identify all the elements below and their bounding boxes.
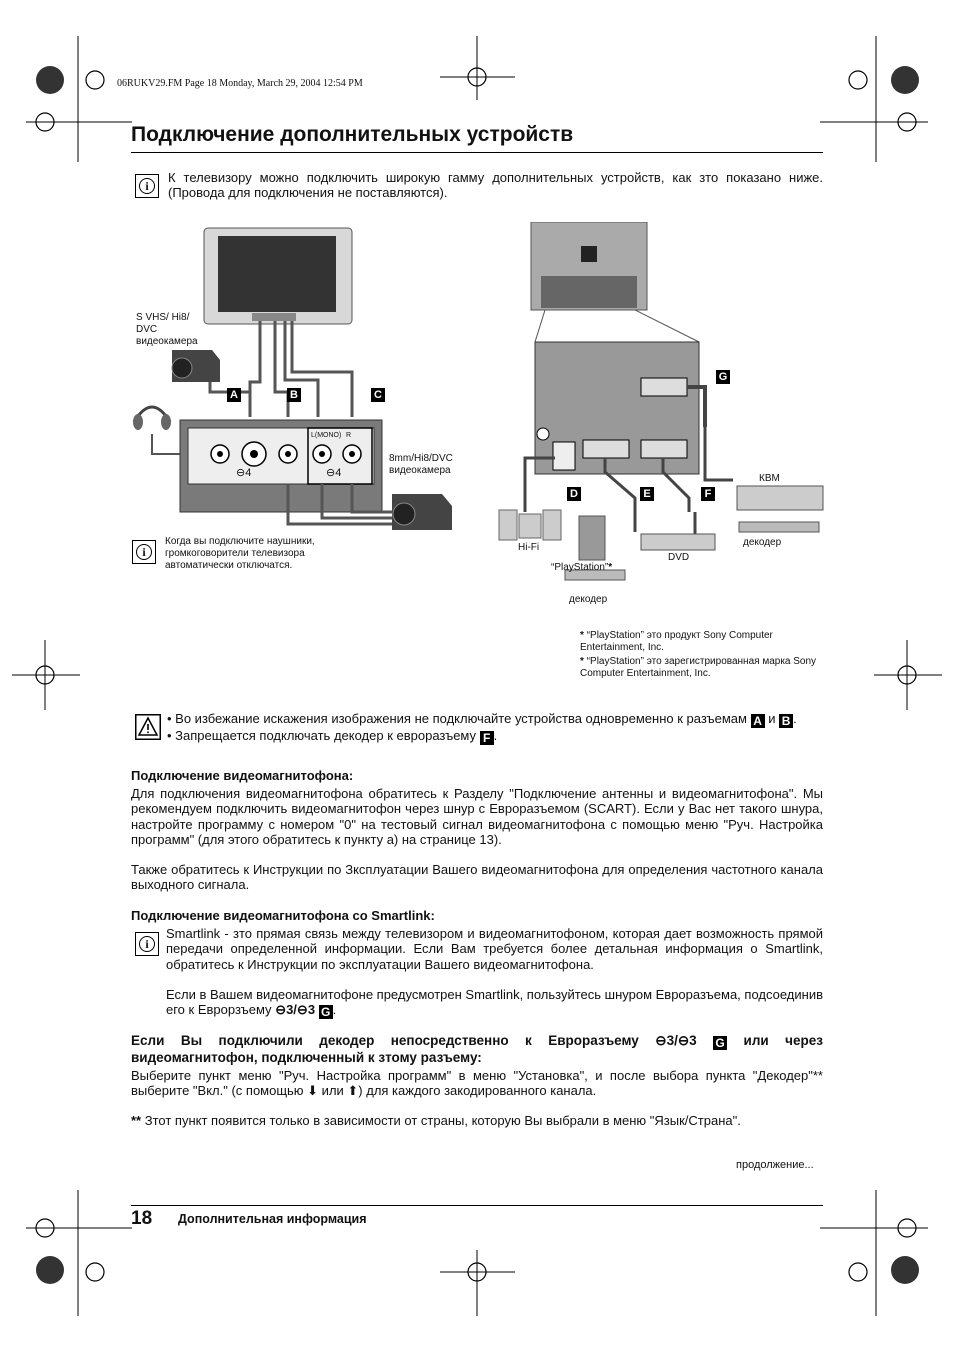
- section-vcr-p1: Для подключения видеомагнитофона обратитесь к Разделу "Подключение антенны и видеомагнитофона". Мы рекомендуем подключить видеомагнитофон через шнур с Евроразъемом (SCART). Если у Вас нет такого шнура, настройте программу с номером "0" на тестовый сигнал видеомагнитофона с помощью меню "Руч. Настройка программ" (для этого обратитесь к пункту а) на странице 13).: [131, 786, 823, 848]
- panel-label-lmono: L(MONO): [311, 432, 342, 439]
- footer-section-name: Дополнительная информация: [178, 1212, 367, 1226]
- warning-icon: [135, 714, 161, 740]
- panel-label-r: R: [346, 432, 352, 439]
- page-title: Подключение дополнительных устройств: [131, 123, 574, 146]
- connector-letter-a: A: [227, 388, 241, 402]
- footnote-country: ** Зтот пункт появится только в зависимости от страны, которую Вы выбрали в меню "Язык/Страна".: [131, 1113, 741, 1128]
- connector-letter-c: C: [371, 388, 385, 402]
- hifi-label: Hi-Fi: [518, 542, 540, 553]
- connector-letter-g: G: [716, 370, 730, 384]
- info-icon: i: [135, 932, 159, 956]
- warning-line-1: • Во избежание искажения изображения не подключайте устройства одновременно к разъемам A и B .: [167, 711, 797, 728]
- section-decoder-p1: Выберите пункт меню "Руч. Настройка программ" в меню "Установка", и после выбора пункта "Декодер"** выберите "Вкл." (с помощью ⬇ или ⬆) для каждого закодированного канала.: [131, 1068, 823, 1099]
- section-smartlink-heading: Подключение видеомагнитофона со Smartlink:: [131, 908, 435, 923]
- right-connection-diagram: [495, 222, 830, 622]
- section-smartlink-p2: Если в Вашем видеомагнитофоне предусмотрен Smartlink, пользуйтесь шнуром Евроразъема, подсоединив его к Еврорзъему ⊖3/⊖3 G .: [166, 987, 823, 1020]
- section-smartlink-p1: Smartlink - зто прямая связь между телевизором и видеомагнитофоном, которая дает возможность прямой передачи определенной информации. Если Вам требуется более детальная информация о Smartlink, обратитесь к Инструкции по эксплуатации Вашего видеомагнитофона.: [166, 926, 823, 972]
- title-rule: [131, 152, 823, 153]
- footnote-playstation-2: * “PlayStation” это зарегистрированная марка Sony Computer Entertainment, Inc.: [580, 656, 817, 679]
- info-icon: i: [135, 174, 159, 198]
- connector-letter-b: B: [287, 388, 301, 402]
- vcr-label: КВМ: [759, 473, 780, 484]
- intro-text: К телевизору можно подключить широкую гамму дополнительных устройств, как зто показано ниже. (Провода для подключения не поставляются).: [168, 170, 823, 201]
- camera2-label: 8mm/Hi8/DVC видеокамера: [389, 453, 453, 476]
- footer-rule: [131, 1205, 823, 1206]
- section-vcr-p2: Также обратитесь к Инструкции по Зксплуатации Вашего видеомагнитофона для определения частотного канала выходного сигнала.: [131, 862, 823, 893]
- warning-line-2: • Запрещается подключать декодер к евроразъему F .: [167, 728, 498, 745]
- connector-letter-e: E: [640, 487, 654, 501]
- warning-text: [167, 711, 823, 745]
- decoder1-label: декодер: [743, 537, 782, 548]
- panel-label-in4: ⊖4: [236, 467, 252, 479]
- dvd-label: DVD: [668, 552, 690, 563]
- info-icon: i: [132, 540, 156, 564]
- connector-letter-d: D: [567, 487, 581, 501]
- svhs-camera-label: S VHS/ Hi8/ DVC видеокамера: [136, 312, 198, 347]
- decoder2-label: декодер: [569, 594, 608, 605]
- headphone-note: Когда вы подключите наушники, громкоговорители телевизора автоматически отключатся.: [165, 536, 315, 571]
- page-number: 18: [131, 1208, 153, 1229]
- panel-label-in4-audio: ⊖4: [326, 467, 342, 479]
- footnote-playstation-1: * “PlayStation” это продукт Sony Computer Entertainment, Inc.: [580, 630, 773, 653]
- playstation-label: “PlayStation”*: [551, 562, 613, 573]
- continued-label: продолжение...: [736, 1159, 814, 1171]
- left-connection-diagram: [130, 222, 460, 542]
- connector-letter-f: F: [701, 487, 715, 501]
- section-decoder-heading: Если Вы подключили декодер непосредственно к Евроразъему ⊖3/⊖3 G или через видеомагнитофон, подключенный к зтому разъему:: [131, 1033, 823, 1065]
- section-vcr-heading: Подключение видеомагнитофона:: [131, 768, 354, 783]
- file-info: 06RUKV29.FM Page 18 Monday, March 29, 2004 12:54 PM: [117, 78, 363, 89]
